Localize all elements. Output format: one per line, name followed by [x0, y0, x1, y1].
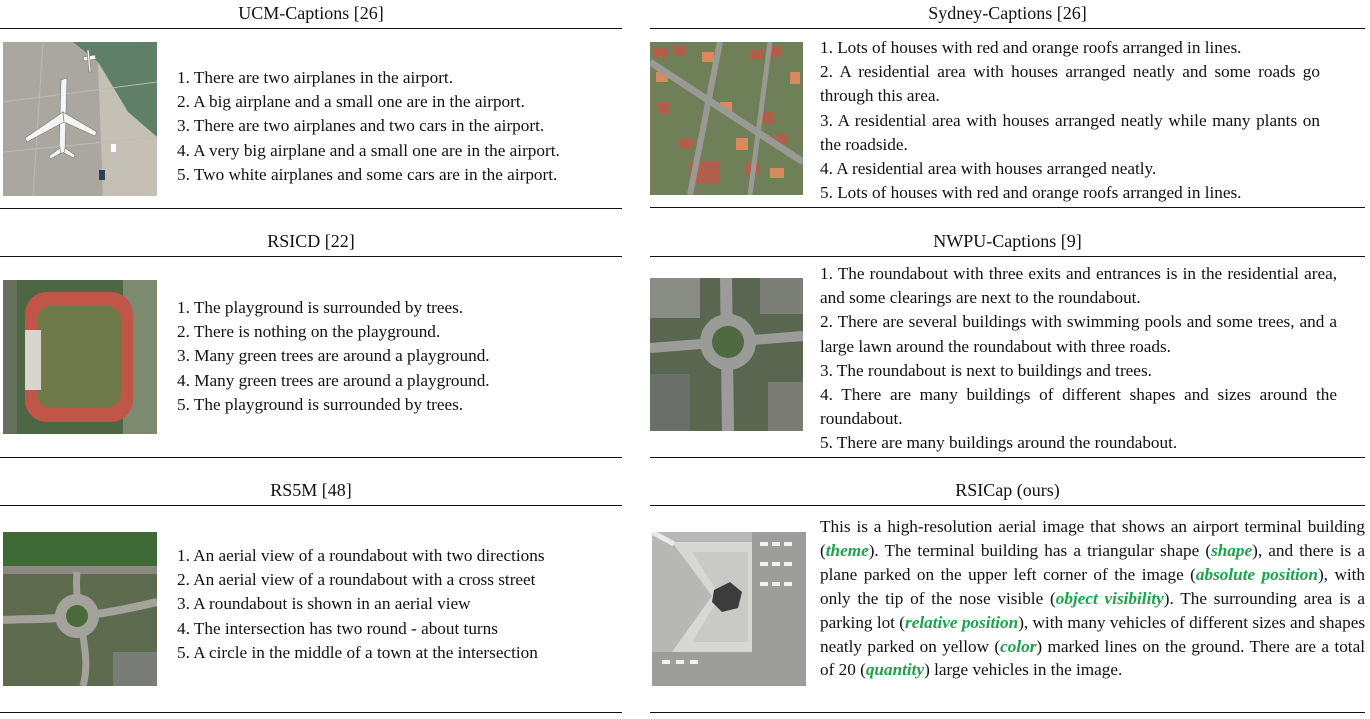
- panel-title: RS5M [48]: [270, 480, 352, 500]
- panel-nwpu-captions: [650, 228, 1365, 464]
- panel-title: NWPU-Captions [9]: [933, 231, 1082, 251]
- highlight-color: color: [1000, 636, 1037, 656]
- caption-item: 4. Many green trees are around a playground.: [177, 370, 490, 390]
- caption-text: ), and there is a plane parked on the upper left corner of the image (: [820, 540, 1365, 584]
- caption-item: 3. There are two airplanes and two cars in the airport.: [177, 116, 545, 136]
- caption-text: ), with only the tip of the nose visible (: [820, 564, 1366, 608]
- caption-item: 2. There are several buildings with swimming pools and some trees, and a large lawn around the roundabout with three roads.: [820, 312, 1337, 356]
- caption-item: 2. There is nothing on the playground.: [177, 322, 441, 342]
- caption-item: 1. There are two airplanes in the airport.: [177, 68, 454, 87]
- highlight-object-visibility: object visibility: [1055, 588, 1164, 608]
- rule: [0, 208, 622, 209]
- rule: [650, 712, 1365, 713]
- roundabout-aerial-image: [650, 278, 803, 431]
- caption-item: 5. The playground is surrounded by trees.: [177, 394, 464, 414]
- rule: [0, 712, 622, 713]
- caption-item: 3. The roundabout is next to buildings and trees.: [820, 360, 1152, 380]
- highlight-theme: theme: [825, 540, 869, 560]
- caption-text: ) large vehicles in the image.: [924, 660, 1123, 680]
- caption-item: 5. Two white airplanes and some cars are in the airport.: [177, 164, 558, 184]
- panel-sydney-captions: [650, 0, 1365, 215]
- caption-item: 2. A big airplane and a small one are in the airport.: [177, 92, 525, 112]
- playground-aerial-image: [3, 280, 157, 434]
- rule: [0, 457, 622, 458]
- rule: [0, 256, 622, 257]
- highlight-absolute-position: absolute position: [1195, 564, 1318, 584]
- panel-ucm-captions: [0, 0, 622, 215]
- caption-text: ) marked lines on the ground. There are a total of 20 (: [820, 636, 1365, 680]
- rule: [0, 505, 622, 506]
- highlight-shape: shape: [1211, 540, 1253, 560]
- caption-text: ), with many vehicles of different sizes and shapes neatly parked on yellow (: [820, 612, 1366, 656]
- rsicap-caption: [820, 515, 1365, 682]
- caption-item: 4. A very big airplane and a small one are in the airport.: [177, 140, 560, 160]
- caption-item: 5. There are many buildings around the roundabout.: [820, 433, 1178, 453]
- highlight-relative-position: relative position: [905, 612, 1019, 632]
- caption-text: ). The surrounding area is a parking lot (: [820, 588, 1366, 632]
- caption-item: 1. The roundabout with three exits and entrances is in the residential area, and some clearings are next to the roundabout.: [820, 264, 1337, 308]
- panel-rsicd: [0, 228, 622, 464]
- airport-aerial-image: [3, 42, 157, 196]
- residential-aerial-image: [650, 42, 803, 195]
- caption-item: 4. There are many buildings of different shapes and sizes around the roundabout.: [820, 385, 1337, 429]
- panel-title: UCM-Captions [26]: [238, 3, 384, 23]
- rule: [650, 207, 1365, 208]
- caption-item: 3. A residential area with houses arranged neatly while many plants on the roadside.: [820, 110, 1320, 154]
- caption-item: 2. A residential area with houses arranged neatly and some roads go through this area.: [820, 62, 1320, 106]
- panel-title: RSICD [22]: [267, 231, 355, 251]
- rule: [650, 28, 1365, 29]
- roundabout-aerial-image: [3, 532, 157, 686]
- caption-item: 5. Lots of houses with red and orange roofs arranged in lines.: [820, 183, 1242, 203]
- rule: [0, 28, 622, 29]
- caption-item: 5. A circle in the middle of a town at the intersection: [177, 642, 538, 662]
- rule: [650, 457, 1365, 458]
- caption-item: 1. Lots of houses with red and orange roofs arranged in lines.: [820, 38, 1242, 57]
- caption-item: 3. A roundabout is shown in an aerial view: [177, 594, 471, 614]
- caption-item: 2. An aerial view of a roundabout with a cross street: [177, 570, 536, 590]
- panel-title: RSICap (ours): [955, 480, 1060, 500]
- highlight-quantity: quantity: [865, 660, 925, 680]
- caption-item: 4. The intersection has two round - about turns: [177, 618, 498, 638]
- caption-text: ). The terminal building has a triangular shape (: [868, 540, 1212, 560]
- airport-terminal-aerial-image: [652, 532, 806, 686]
- caption-item: 3. Many green trees are around a playground.: [177, 346, 490, 366]
- caption-item: 1. An aerial view of a roundabout with two directions: [177, 546, 545, 565]
- panel-title: Sydney-Captions [26]: [928, 3, 1087, 23]
- rule: [650, 256, 1365, 257]
- panel-rs5m: [0, 477, 622, 719]
- caption-text: This is a high-resolution aerial image that shows an airport terminal building (: [820, 517, 1365, 560]
- caption-item: 4. A residential area with houses arranged neatly.: [820, 159, 1157, 179]
- caption-item: 1. The playground is surrounded by trees.: [177, 298, 464, 317]
- rule: [650, 505, 1365, 506]
- panel-rsicap: [650, 477, 1365, 719]
